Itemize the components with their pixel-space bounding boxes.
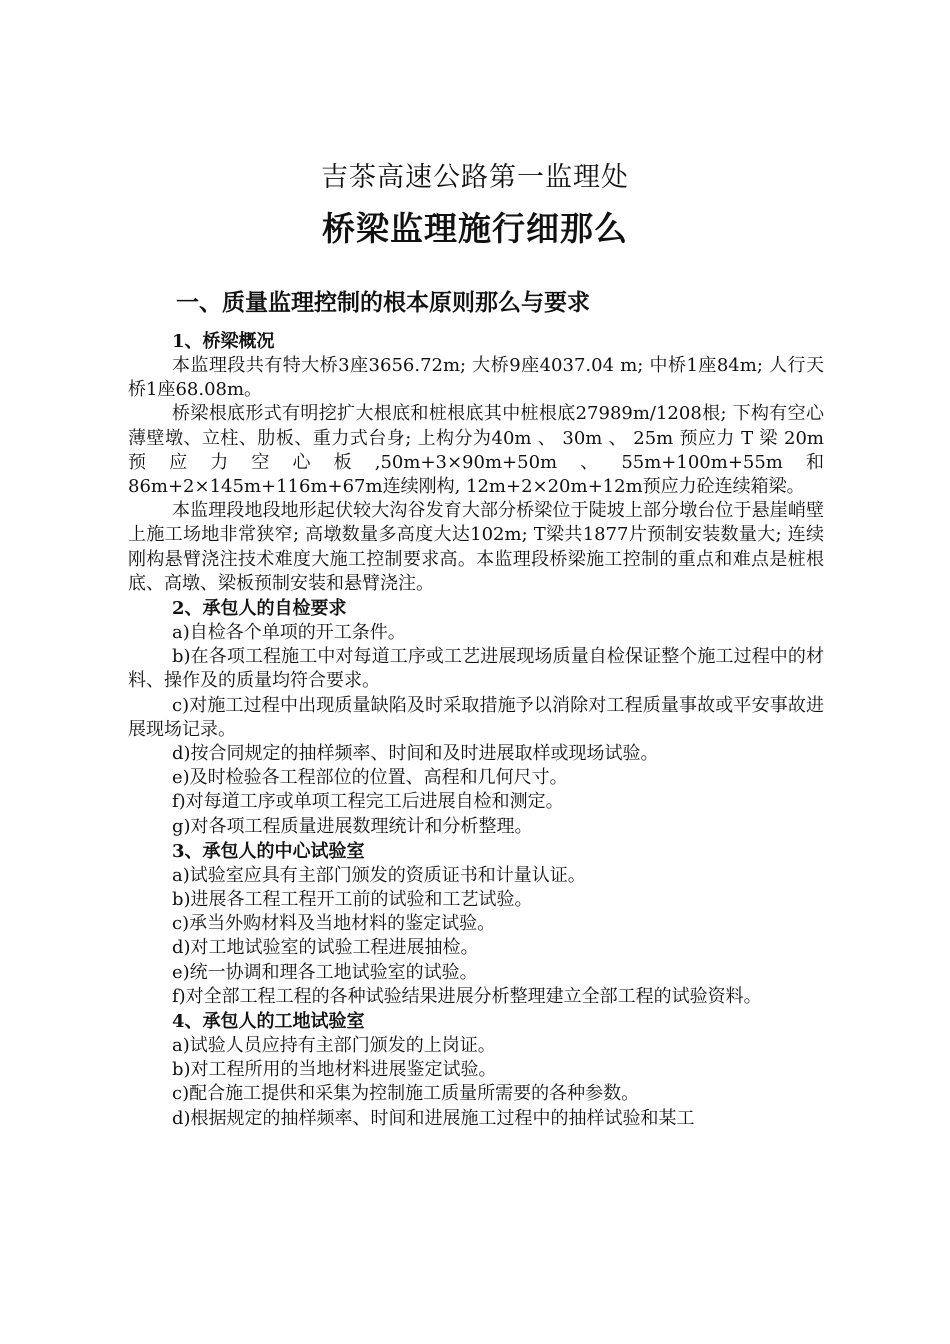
paragraph: 本监理段地段地形起伏较大沟谷发育大部分桥梁位于陡坡上部分墩台位于悬崖峭壁上施工场地非常狭窄; 高墩数量多高度大达102m; T梁共1877片预制安装数量大; 连续刚构悬臂浇注技术难度大施工控制要求高。本监理段桥梁施工控制的重点和难点是桩根底、高墩、梁板预制安装和悬臂浇注。 [128,500,824,594]
paragraph: 本监理段共有特大桥3座3656.72m; 大桥9座4037.04 m; 中桥1座84m; 人行天桥1座68.08m。 [128,355,824,401]
list-item: c)配合施工提供和采集为控制施工质量所需要的各种参数。 [172,1083,640,1105]
document-body [128,287,824,1131]
list-item: e)及时检验各工程部位的位置、高程和几何尺寸。 [172,767,568,789]
list-item: b)进展各工程工程开工前的试验和工艺试验。 [172,889,533,911]
list-item: c)对施工过程中出现质量缺陷及时采取措施予以消除对工程质量事故或平安事故进展现场记录。 [128,694,824,740]
paragraph: 桥梁根底形式有明挖扩大根底和桩根底其中桩根底27989m/1208根; 下构有空心薄壁墩、立柱、肋板、重力式台身; 上构分为40m 、 30m 、 25m 预应力 T 梁 20m 预应力空心板,50m+3×90m+50m、55m+100m+55m和86m+2×145m+116m+67m连续刚构, 12m+2×20m+12m预应力砼连续箱梁。 [128,403,824,498]
subsection-heading-site-lab: 4、承包人的工地试验室 [172,1011,365,1033]
list-item: d)按合同规定的抽样频率、时间和及时进展取样或现场试验。 [172,743,659,765]
section-heading: 一、质量监理控制的根本原则那么与要求 [176,289,590,316]
list-item: d)根据规定的抽样频率、时间和进展施工过程中的抽样试验和某工 [172,1107,695,1129]
org-title: 吉茶高速公路第一监理处 [321,162,629,193]
list-item: g)对各项工程质量进展数理统计和分析整理。 [172,815,533,837]
list-item: b)在各项工程施工中对每道工序或工艺进展现场质量自检保证整个施工过程中的材料、操作及的质量均符合要求。 [128,646,824,692]
list-item: b)对工程所用的当地材料进展鉴定试验。 [172,1059,497,1081]
list-item: a)自检各个单项的开工条件。 [172,622,406,644]
list-item: f)对每道工序或单项工程完工后进展自检和测定。 [172,791,564,813]
list-item: a)试验室应具有主部门颁发的资质证书和计量认证。 [172,864,586,886]
subsection-heading-central-lab: 3、承包人的中心试验室 [172,840,365,862]
list-item: f)对全部工程工程的各种试验结果进展分析整理建立全部工程的试验资料。 [172,985,762,1007]
list-item: e)统一协调和理各工地试验室的试验。 [172,961,478,983]
subsection-heading-bridge-overview: 1、桥梁概况 [172,331,275,352]
document-title: 桥梁监理施行细那么 [322,209,628,248]
list-item: c)承当外购材料及当地材料的鉴定试验。 [172,913,496,935]
subsection-heading-self-inspection: 2、承包人的自检要求 [172,598,347,620]
list-item: a)试验人员应持有主部门颁发的上岗证。 [172,1035,496,1057]
list-item: d)对工地试验室的试验工程进展抽检。 [172,937,479,959]
